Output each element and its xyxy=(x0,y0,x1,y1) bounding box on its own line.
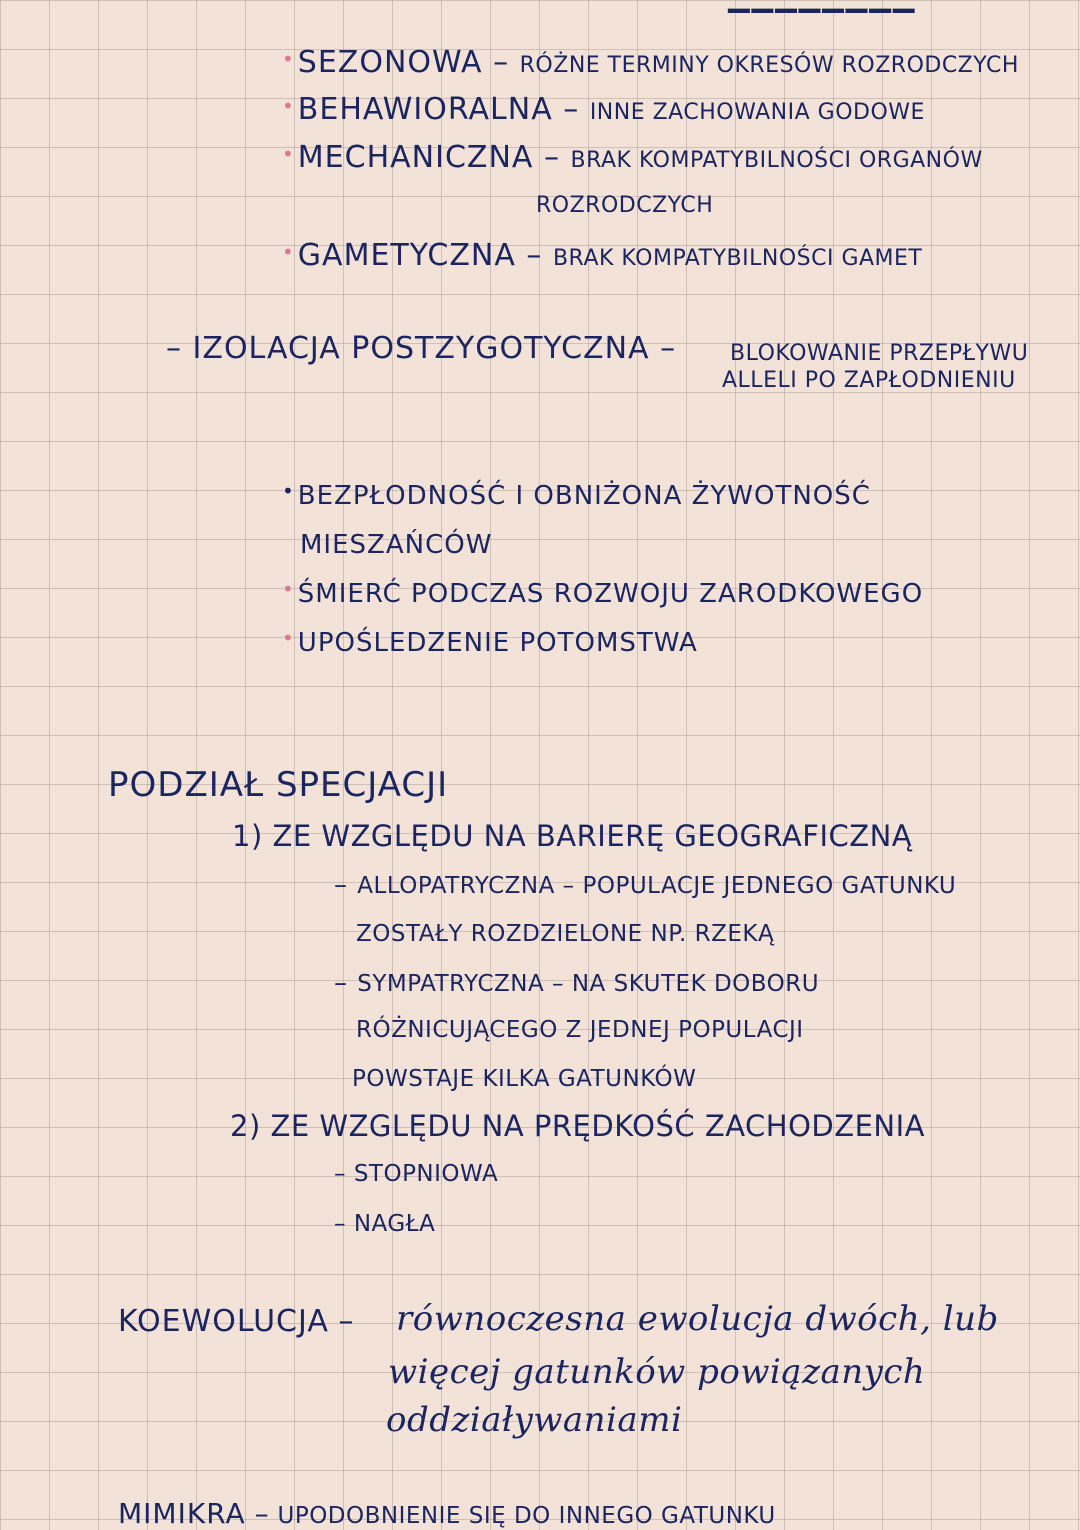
bullet-icon: • xyxy=(282,47,294,71)
postzygotic-item-2: • ŚMIERĆ PODCZAS ROZWOJU ZARODKOWEGO xyxy=(282,577,924,609)
list-item-gametyczna: • GAMETYCZNA – BRAK KOMPATYBILNOŚCI GAMET xyxy=(282,238,923,273)
bullet-icon: • xyxy=(282,626,294,650)
sympatric-item: – SYMPATRYCZNA – NA SKUTEK DOBORU xyxy=(334,968,820,998)
postzygotic-item-3: • UPOŚLEDZENIE POTOMSTWA xyxy=(282,626,698,658)
list-item-behawioralna: • BEHAWIORALNA – INNE ZACHOWANIA GODOWE xyxy=(282,92,925,127)
list-item-mechaniczna: • MECHANICZNA – BRAK KOMPATYBILNOŚCI ORGANÓW xyxy=(282,140,983,175)
allopatric-item: – ALLOPATRYCZNA – POPULACJE JEDNEGO GATUNKU xyxy=(334,870,957,900)
bullet-icon: • xyxy=(282,240,294,264)
postzygotic-item-1-cont: MIESZAŃCÓW xyxy=(300,530,493,560)
speciation-criterion-2: 2) ZE WZGLĘDU NA PRĘDKOŚĆ ZACHODZENIA xyxy=(230,1109,926,1143)
list-item-sezonowa: • SEZONOWA – RÓŻNE TERMINY OKRESÓW ROZRODCZYCH xyxy=(282,45,1019,80)
allopatric-desc-cont: ZOSTAŁY ROZDZIELONE NP. RZEKĄ xyxy=(356,921,775,947)
bullet-icon: • xyxy=(282,479,294,503)
postzygotic-desc-line1: BLOKOWANIE PRZEPŁYWU xyxy=(730,341,1029,366)
coevolution-def-line2: więcej gatunków powiązanych xyxy=(388,1352,926,1392)
mimicry-section xyxy=(0,1490,1080,1530)
coevolution-def-line1: równoczesna ewolucja dwóch, lub xyxy=(396,1299,999,1339)
speciation-criterion-1: 1) ZE WZGLĘDU NA BARIERĘ GEOGRAFICZNĄ xyxy=(232,819,913,853)
speciation-heading: PODZIAŁ SPECJACJI xyxy=(108,765,449,805)
postzygotic-heading: – IZOLACJA POSTZYGOTYCZNA – xyxy=(166,331,677,366)
coevolution-term: KOEWOLUCJA – xyxy=(118,1304,354,1339)
sympatric-desc-cont-2: POWSTAJE KILKA GATUNKÓW xyxy=(352,1066,697,1092)
rate-type-sudden: – NAGŁA xyxy=(334,1211,436,1237)
sympatric-desc-cont-1: RÓŻNICUJĄCEGO Z JEDNEJ POPULACJI xyxy=(356,1017,804,1043)
mimicry-term: MIMIKRA – UPODOBNIENIE SIĘ DO INNEGO GATUNKU xyxy=(118,1497,776,1530)
bullet-icon: • xyxy=(282,577,294,601)
bullet-icon: • xyxy=(282,142,294,166)
list-item-mechaniczna-cont: ROZRODCZYCH xyxy=(536,193,714,218)
rate-type-gradual: – STOPNIOWA xyxy=(334,1161,499,1187)
postzygotic-desc-line2: ALLELI PO ZAPŁODNIENIU xyxy=(722,368,1016,393)
postzygotic-item-1: • BEZPŁODNOŚĆ I OBNIŻONA ŻYWOTNOŚĆ xyxy=(282,479,871,511)
cut-off-heading xyxy=(0,0,1080,12)
bullet-icon: • xyxy=(282,94,294,118)
coevolution-def-line3: oddziaływaniami xyxy=(386,1400,683,1440)
